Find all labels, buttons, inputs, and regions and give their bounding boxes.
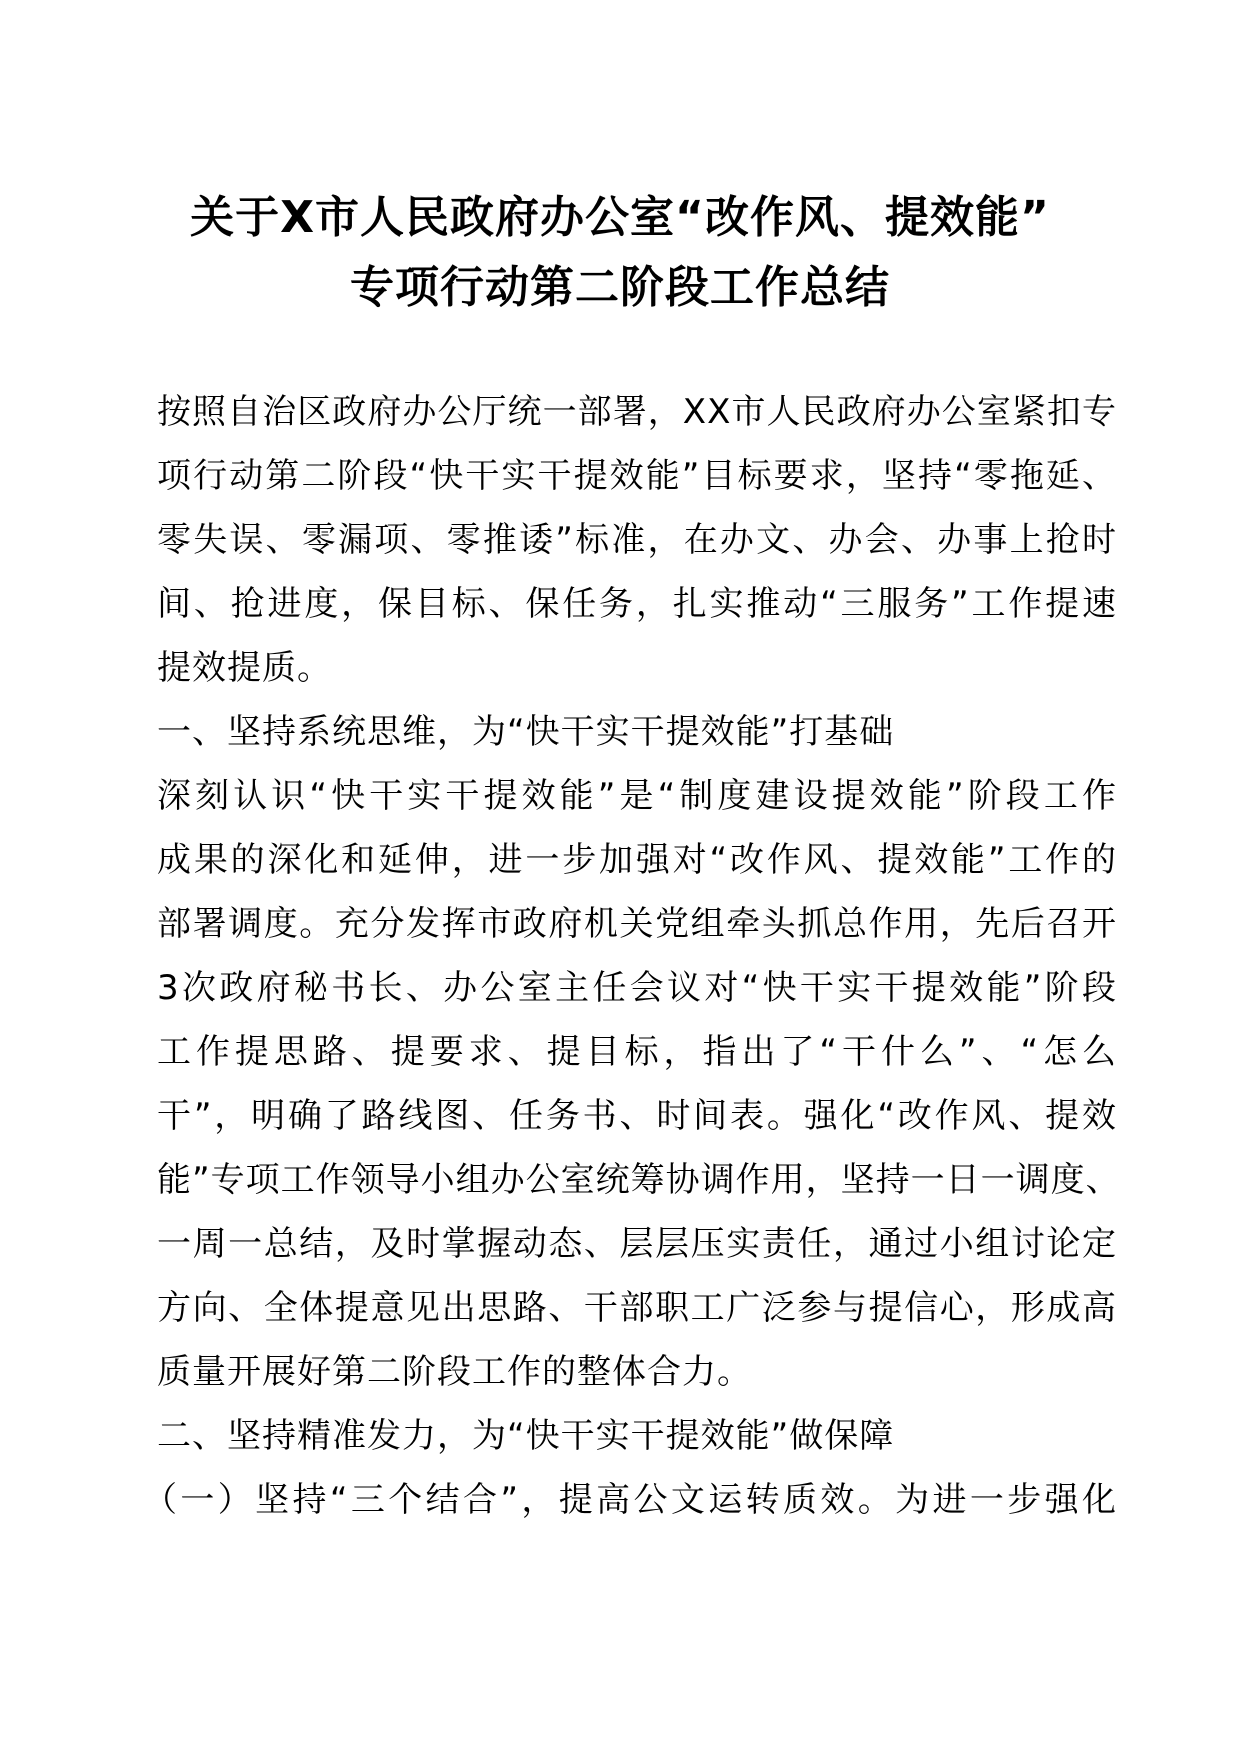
body-line: 工作提思路、提要求、提目标，指出了“干什么”、“怎么 xyxy=(157,1032,1117,1072)
body-line: 干”，明确了路线图、任务书、时间表。强化“改作风、提效 xyxy=(157,1096,1117,1136)
section-heading-1: 一、坚持系统思维，为“快干实干提效能”打基础 xyxy=(157,712,895,752)
document-title-line-2: 专项行动第二阶段工作总结 xyxy=(350,262,890,313)
body-line: 项行动第二阶段“快干实干提效能”目标要求，坚持“零拖延、 xyxy=(157,456,1117,496)
body-line: 零失误、零漏项、零推诿”标准，在办文、办会、办事上抢时 xyxy=(157,520,1117,560)
body-line: 3次政府秘书长、办公室主任会议对“快干实干提效能”阶段 xyxy=(157,968,1117,1008)
body-line: 按照自治区政府办公厅统一部署，XX市人民政府办公室紧扣专 xyxy=(157,392,1117,432)
document-body xyxy=(143,380,1121,1532)
body-line: 方向、全体提意见出思路、干部职工广泛参与提信心，形成高 xyxy=(157,1288,1117,1328)
body-line: 间、抢进度，保目标、保任务，扎实推动“三服务”工作提速 xyxy=(157,584,1117,624)
body-line: 部署调度。充分发挥市政府机关党组牵头抓总作用，先后召开 xyxy=(157,904,1117,944)
document-title-line-1: 关于X市人民政府办公室“改作风、提效能” xyxy=(190,192,1050,243)
subsection-line: （一）坚持“三个结合”，提高公文运转质效。为进一步强化 xyxy=(143,1480,1117,1520)
body-line: 成果的深化和延伸，进一步加强对“改作风、提效能”工作的 xyxy=(157,840,1117,880)
body-line: 一周一总结，及时掌握动态、层层压实责任，通过小组讨论定 xyxy=(157,1224,1117,1264)
body-line: 质量开展好第二阶段工作的整体合力。 xyxy=(157,1352,752,1392)
section-heading-2: 二、坚持精准发力，为“快干实干提效能”做保障 xyxy=(157,1416,895,1456)
body-line: 深刻认识“快干实干提效能”是“制度建设提效能”阶段工作 xyxy=(157,776,1117,816)
body-line: 提效提质。 xyxy=(157,648,332,688)
body-line: 能”专项工作领导小组办公室统筹协调作用，坚持一日一调度、 xyxy=(157,1160,1121,1200)
